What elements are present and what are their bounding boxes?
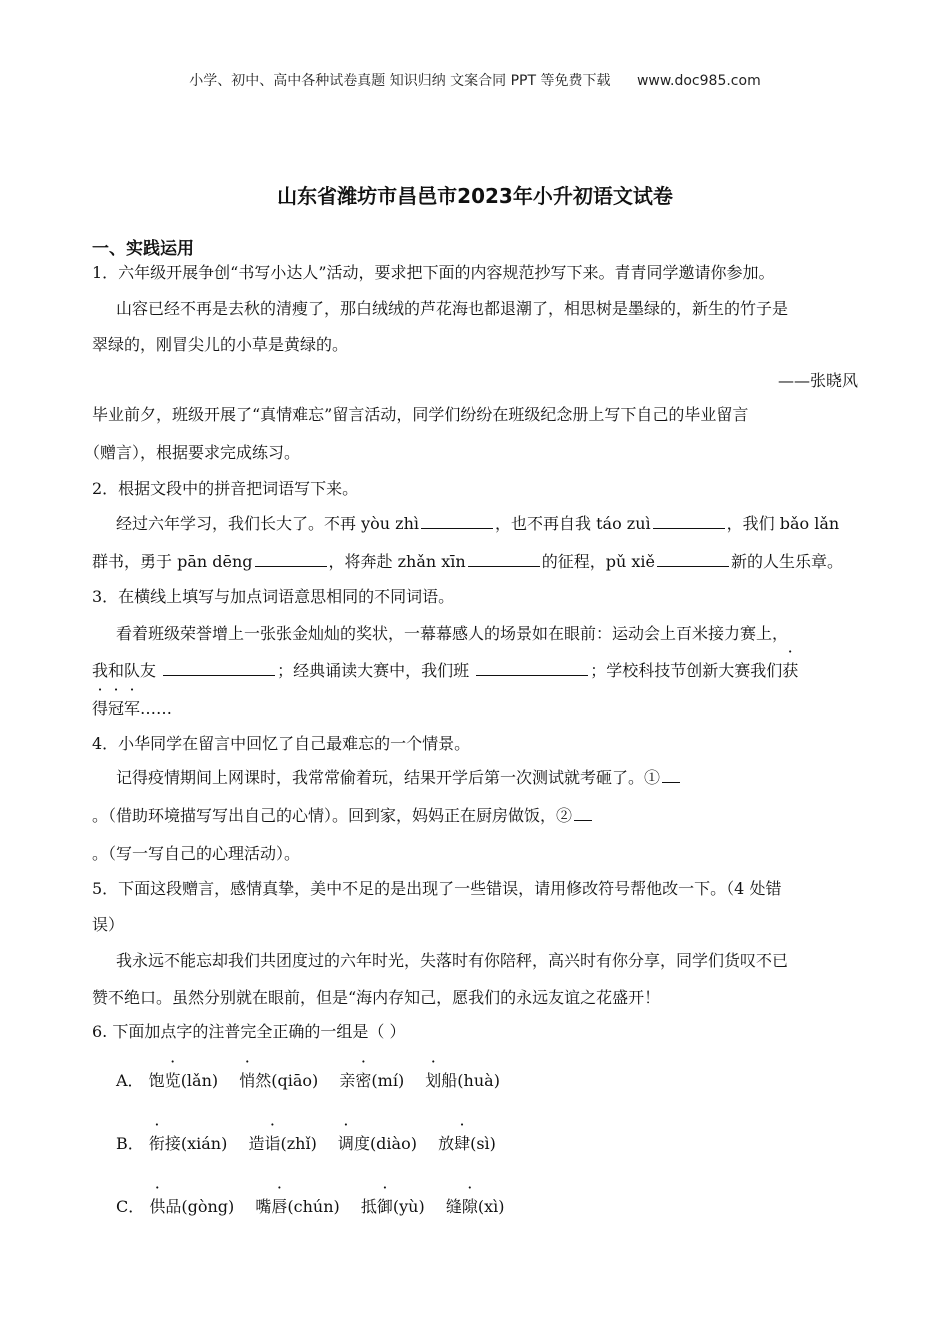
page-title: 山东省潍坊市昌邑市2023年小升初语文试卷	[277, 184, 673, 208]
q1-passage-line1: 山容已经不再是去秋的清瘦了，那白绒绒的芦花海也都退潮了，相思树是墨绿的，新生的竹子是	[116, 299, 789, 318]
intro-line1: 毕业前夕，班级开展了“真情难忘”留言活动，同学们纷纷在班级纪念册上写下自己的毕业留言	[92, 405, 749, 424]
answer-blank[interactable]	[657, 550, 729, 567]
q6-option-c[interactable]: C． 供品(gòng) 嘴唇(chún) 抵御(yù) 缝隙(xì)	[116, 1197, 505, 1216]
option-item: 调度(diào)	[337, 1134, 417, 1153]
answer-blank[interactable]	[255, 550, 327, 567]
option-item: 造诣(zhǐ)	[248, 1134, 317, 1153]
option-item: 悄然(qiāo)	[239, 1071, 319, 1090]
option-item: 抵御(yù)	[360, 1197, 425, 1216]
q5-passage2: 赞不绝口。虽然分别就在眼前，但是“海内存知己，愿我们的永远友谊之花盛开！	[92, 988, 661, 1007]
option-item: 衔接(xián)	[148, 1134, 228, 1153]
option-item: 供品(gòng)	[149, 1197, 235, 1216]
q4-text: 4．小华同学在留言中回忆了自己最难忘的一个情景。	[92, 734, 471, 753]
answer-blank[interactable]	[476, 659, 588, 676]
section-heading: 一、实践运用	[92, 239, 194, 259]
dotted-char: 获	[782, 661, 799, 680]
q5-passage1: 我永远不能忘却我们共团度过的六年时光，失落时有你陪秤，高兴时有你分享，同学们货叹不已	[116, 951, 789, 970]
intro-line2: （赠言），根据要求完成练习。	[84, 443, 301, 462]
q3-text: 3．在横线上填写与加点词语意思相同的不同词语。	[92, 587, 455, 606]
q2-text: 2．根据文段中的拼音把词语写下来。	[92, 479, 359, 498]
q1-author: ——张晓风	[777, 371, 858, 390]
answer-blank[interactable]	[421, 512, 493, 529]
page-header	[0, 70, 950, 90]
q1-text: 1．六年级开展争创“书写小达人”活动，要求把下面的内容规范抄写下来。青青同学邀请你参加。	[92, 263, 775, 282]
q2-line1: 经过六年学习，我们长大了。不再 yòu zhì ，也不再自我 táo zuì ，我们 bǎo lǎn	[116, 514, 840, 533]
option-item: 缝隙(xì)	[445, 1197, 505, 1216]
answer-blank[interactable]	[662, 766, 680, 783]
answer-blank[interactable]	[653, 512, 725, 529]
dotted-char: 得	[92, 699, 109, 718]
q4-line2: 。（借助环境描写写出自己的心情）。回到家，妈妈正在厨房做饭，②	[92, 803, 594, 826]
q1-passage-line2: 翠绿的，刚冒尖儿的小草是黄绿的。	[92, 335, 349, 354]
option-item: 划船(huà)	[425, 1071, 500, 1090]
q4-line1: 记得疫情期间上网课时，我常常偷着玩，结果开学后第一次测试就考砸了。①	[116, 765, 682, 788]
header-site: www.doc985.com	[636, 73, 761, 89]
q3-line2: 我和队友 ；经典诵读大赛中，我们班 ；学校科技节创新大赛我们获	[92, 658, 798, 681]
header-text: 小学、初中、高中各种试卷真题 知识归纳 文案合同 PPT 等免费下载	[189, 73, 611, 89]
option-item: 放肆(sì)	[438, 1134, 496, 1153]
option-item: 亲密(mí)	[339, 1071, 405, 1090]
q4-line3: 。（写一写自己的心理活动）。	[92, 844, 301, 863]
q5-line1: 5．下面这段赠言，感情真挚，美中不足的是出现了一些错误，请用修改符号帮他改一下。（4 处错	[92, 879, 782, 898]
answer-blank[interactable]	[163, 659, 275, 676]
dotted-char: 军	[124, 699, 141, 718]
q6-text: 6. 下面加点字的注普完全正确的一组是（ ）	[92, 1022, 406, 1041]
answer-blank[interactable]	[468, 550, 540, 567]
q6-option-b[interactable]: B． 衔接(xián) 造诣(zhǐ) 调度(diào) 放肆(sì)	[116, 1134, 496, 1153]
option-item: 嘴唇(chún)	[255, 1197, 340, 1216]
option-item: 饱览(lǎn)	[148, 1071, 219, 1090]
q3-line3: 得冠军……	[92, 696, 172, 719]
q5-line2: 误）	[92, 915, 125, 934]
q2-line2: 群书，勇于 pān dēng ，将奔赴 zhǎn xīn 的征程，pǔ xiě 新的人生乐章。	[92, 552, 843, 571]
q3-line1: 看着班级荣誉增上一张张金灿灿的奖状，一幕幕感人的场景如在眼前：运动会上百米接力赛上，	[116, 624, 789, 643]
q6-option-a[interactable]: A． 饱览(lǎn) 悄然(qiāo) 亲密(mí) 划船(huà)	[116, 1071, 500, 1090]
answer-blank[interactable]	[574, 804, 592, 821]
dotted-char: 冠	[108, 699, 125, 718]
